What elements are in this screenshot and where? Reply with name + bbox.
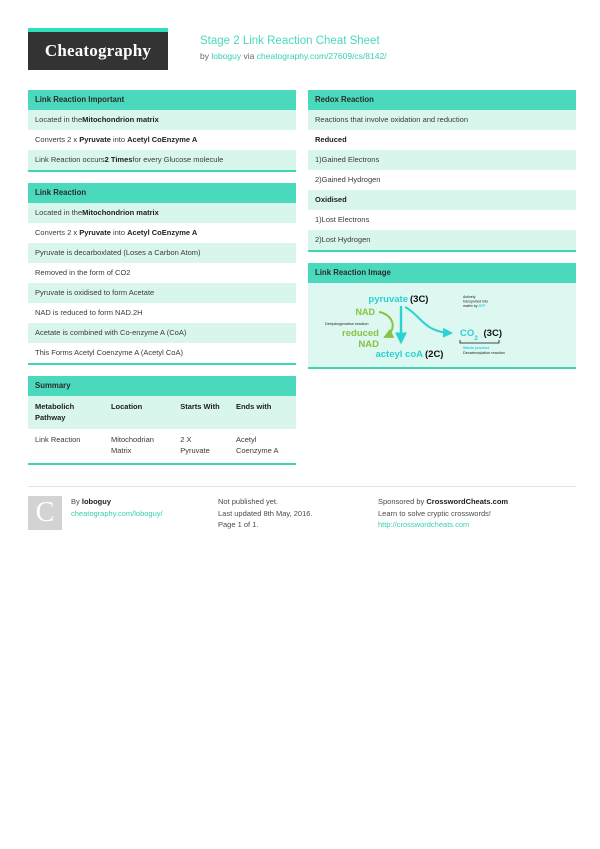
publish-status: Not published yet. [218, 497, 279, 506]
list-item [308, 150, 576, 170]
list-item [308, 230, 576, 250]
page-count: Page 1 of 1. [218, 520, 259, 529]
list-item [28, 303, 296, 323]
list-item [28, 110, 296, 130]
page-title: Stage 2 Link Reaction Cheat Sheet [200, 35, 380, 47]
sponsor-name: CrosswordCheats.com [426, 497, 509, 506]
diagram-note-transport-3: matrix by ATP [463, 304, 486, 308]
diagram-acetyl-carbon: (2C) [425, 349, 444, 360]
footer-sponsor-block [378, 496, 576, 531]
footer-by-label: By [71, 497, 80, 506]
avatar: C [28, 496, 62, 530]
row-emphasis: Mitochondrion matrix [82, 208, 159, 217]
footer-by-line [71, 496, 163, 508]
row-emphasis: Acetyl CoEnzyme A [127, 135, 198, 144]
list-item [28, 150, 296, 170]
footer-author-name: loboguy [81, 497, 112, 506]
cheatography-logo[interactable] [28, 28, 168, 70]
footer-publish-block [218, 496, 378, 531]
diagram-note-waste: Waste product [463, 346, 490, 350]
list-item [28, 223, 296, 243]
section-link-reaction-important [28, 90, 296, 172]
table-cell: 2 X Pyruvate [173, 429, 229, 463]
row-text: Reactions that involve oxidation and reduction [315, 115, 469, 124]
right-column [308, 90, 576, 380]
list-item [308, 190, 576, 210]
row-emphasis: 2 Times [104, 155, 133, 164]
diagram-co2-carbon: (3C) [480, 328, 502, 339]
diagram-note-decarboxylation: Decarboxylation reaction [463, 351, 505, 355]
row-text: Converts 2 x [35, 228, 80, 237]
table-row [28, 429, 296, 463]
byline-by: by [200, 51, 209, 61]
sponsor-prefix: Sponsored by [378, 497, 425, 506]
list-item [28, 263, 296, 283]
section-redox-reaction [308, 90, 576, 252]
column-header: Starts With [173, 396, 229, 429]
footer-author-text [71, 496, 163, 531]
section-summary [28, 376, 296, 465]
table-cell: Mitochodrian Matrix [104, 429, 173, 463]
section-header-link-reaction-image: Link Reaction Image [308, 263, 576, 283]
row-text: Located in the [35, 208, 83, 217]
row-emphasis: Pyruvate [79, 228, 111, 237]
column-header: Ends with [229, 396, 296, 429]
list-item [28, 343, 296, 363]
footer-author-block [28, 496, 218, 531]
section-header-link-reaction: Link Reaction [28, 183, 296, 203]
diagram-co2-subscript: 2 [474, 334, 478, 342]
link-reaction-diagram [313, 287, 571, 361]
sponsor-url[interactable]: http://crosswordcheats.com [378, 520, 470, 529]
diagram-pyruvate-label: pyruvate [368, 294, 408, 305]
list-item [28, 283, 296, 303]
diagram-co2-label: $CO_2$ (3C) [460, 328, 502, 342]
author-link[interactable]: loboguy [211, 51, 242, 61]
row-text: 1)Lost Electrons [315, 215, 370, 224]
row-text: Removed in the form of CO2 [35, 268, 131, 277]
section-header-redox-reaction: Redox Reaction [308, 90, 576, 110]
source-url-link[interactable]: cheatography.com/27609/cs/8142/ [256, 51, 387, 61]
left-column [28, 90, 296, 476]
row-text: 1)Gained Electrons [315, 155, 380, 164]
row-text: This Forms Acetyl Coenzyme A (Acetyl CoA) [35, 348, 183, 357]
list-item [28, 323, 296, 343]
section-header-link-reaction-important: Link Reaction Important [28, 90, 296, 110]
diagram-nad-label: NAD [355, 307, 375, 317]
row-text: 2)Lost Hydrogen [315, 235, 371, 244]
diagram-note-transport-2: transported into [463, 299, 488, 304]
row-emphasis: Mitochondrion matrix [82, 115, 159, 124]
row-text: into [110, 228, 128, 237]
byline [200, 51, 387, 62]
list-item [308, 110, 576, 130]
diagram-co2-brace [460, 340, 499, 343]
list-item [28, 130, 296, 150]
last-updated: Last updated 8th May, 2016. [218, 508, 313, 518]
row-text: 2)Gained Hydrogen [315, 175, 381, 184]
row-text: Link Reaction occurs [35, 155, 105, 164]
sponsor-tagline: Learn to solve cryptic crosswords! [378, 508, 491, 518]
column-header: Metabolich Pathway [28, 396, 104, 429]
diagram-container [308, 283, 576, 367]
table-cell: Acetyl Coenzyme A [229, 429, 296, 463]
row-text: for every Glucose molecule [132, 155, 224, 164]
page-header [28, 28, 570, 74]
logo-box [28, 32, 168, 70]
section-link-reaction [28, 183, 296, 365]
row-emphasis: Acetyl CoEnzyme A [127, 228, 198, 237]
table-header-row [28, 396, 296, 429]
footer-author-url[interactable]: cheatography.com/loboguy/ [71, 508, 163, 518]
section-header-summary: Summary [28, 376, 296, 396]
diagram-note-transport-1: Actively [463, 295, 476, 299]
sponsor-line [378, 496, 576, 508]
list-item [308, 210, 576, 230]
row-text: Pyruvate is oxidised to form Acetate [35, 288, 155, 297]
diagram-pyruvate-carbon: (3C) [410, 294, 429, 305]
row-text: Pyruvate is decarboxlated (Loses a Carbon Atom) [35, 248, 201, 257]
title-block [168, 28, 387, 62]
logo-text: Cheatography [44, 41, 152, 60]
diagram-reduced-nad-label: NAD [358, 339, 379, 350]
list-item [308, 170, 576, 190]
row-emphasis: Pyruvate [79, 135, 111, 144]
row-emphasis: Reduced [315, 135, 347, 144]
row-text: into [110, 135, 128, 144]
list-item [28, 243, 296, 263]
diagram-nad-arrow [379, 312, 393, 337]
summary-table [28, 396, 296, 463]
column-header: Location [104, 396, 173, 429]
byline-via: via [243, 51, 255, 61]
page-footer [28, 486, 576, 531]
diagram-co2-arrow [405, 307, 451, 333]
row-text: Acetate is combined with Co-enzyme A (CoA) [35, 328, 187, 337]
diagram-note-atp: ATP [477, 304, 486, 308]
table-cell: Link Reaction [28, 429, 104, 463]
row-emphasis: Oxidised [315, 195, 347, 204]
diagram-reduced-label: reduced [342, 328, 379, 339]
section-link-reaction-image [308, 263, 576, 369]
diagram-acetyl-label: acteyl coA [375, 349, 423, 360]
row-text: Converts 2 x [35, 135, 80, 144]
list-item [308, 130, 576, 150]
list-item [28, 203, 296, 223]
diagram-note-dehydrogenation: Dehydrogenation reaction [325, 322, 369, 326]
row-text: Located in the [35, 115, 83, 124]
columns-container [28, 90, 570, 476]
row-text: NAD is reduced to form NAD.2H [35, 308, 143, 317]
